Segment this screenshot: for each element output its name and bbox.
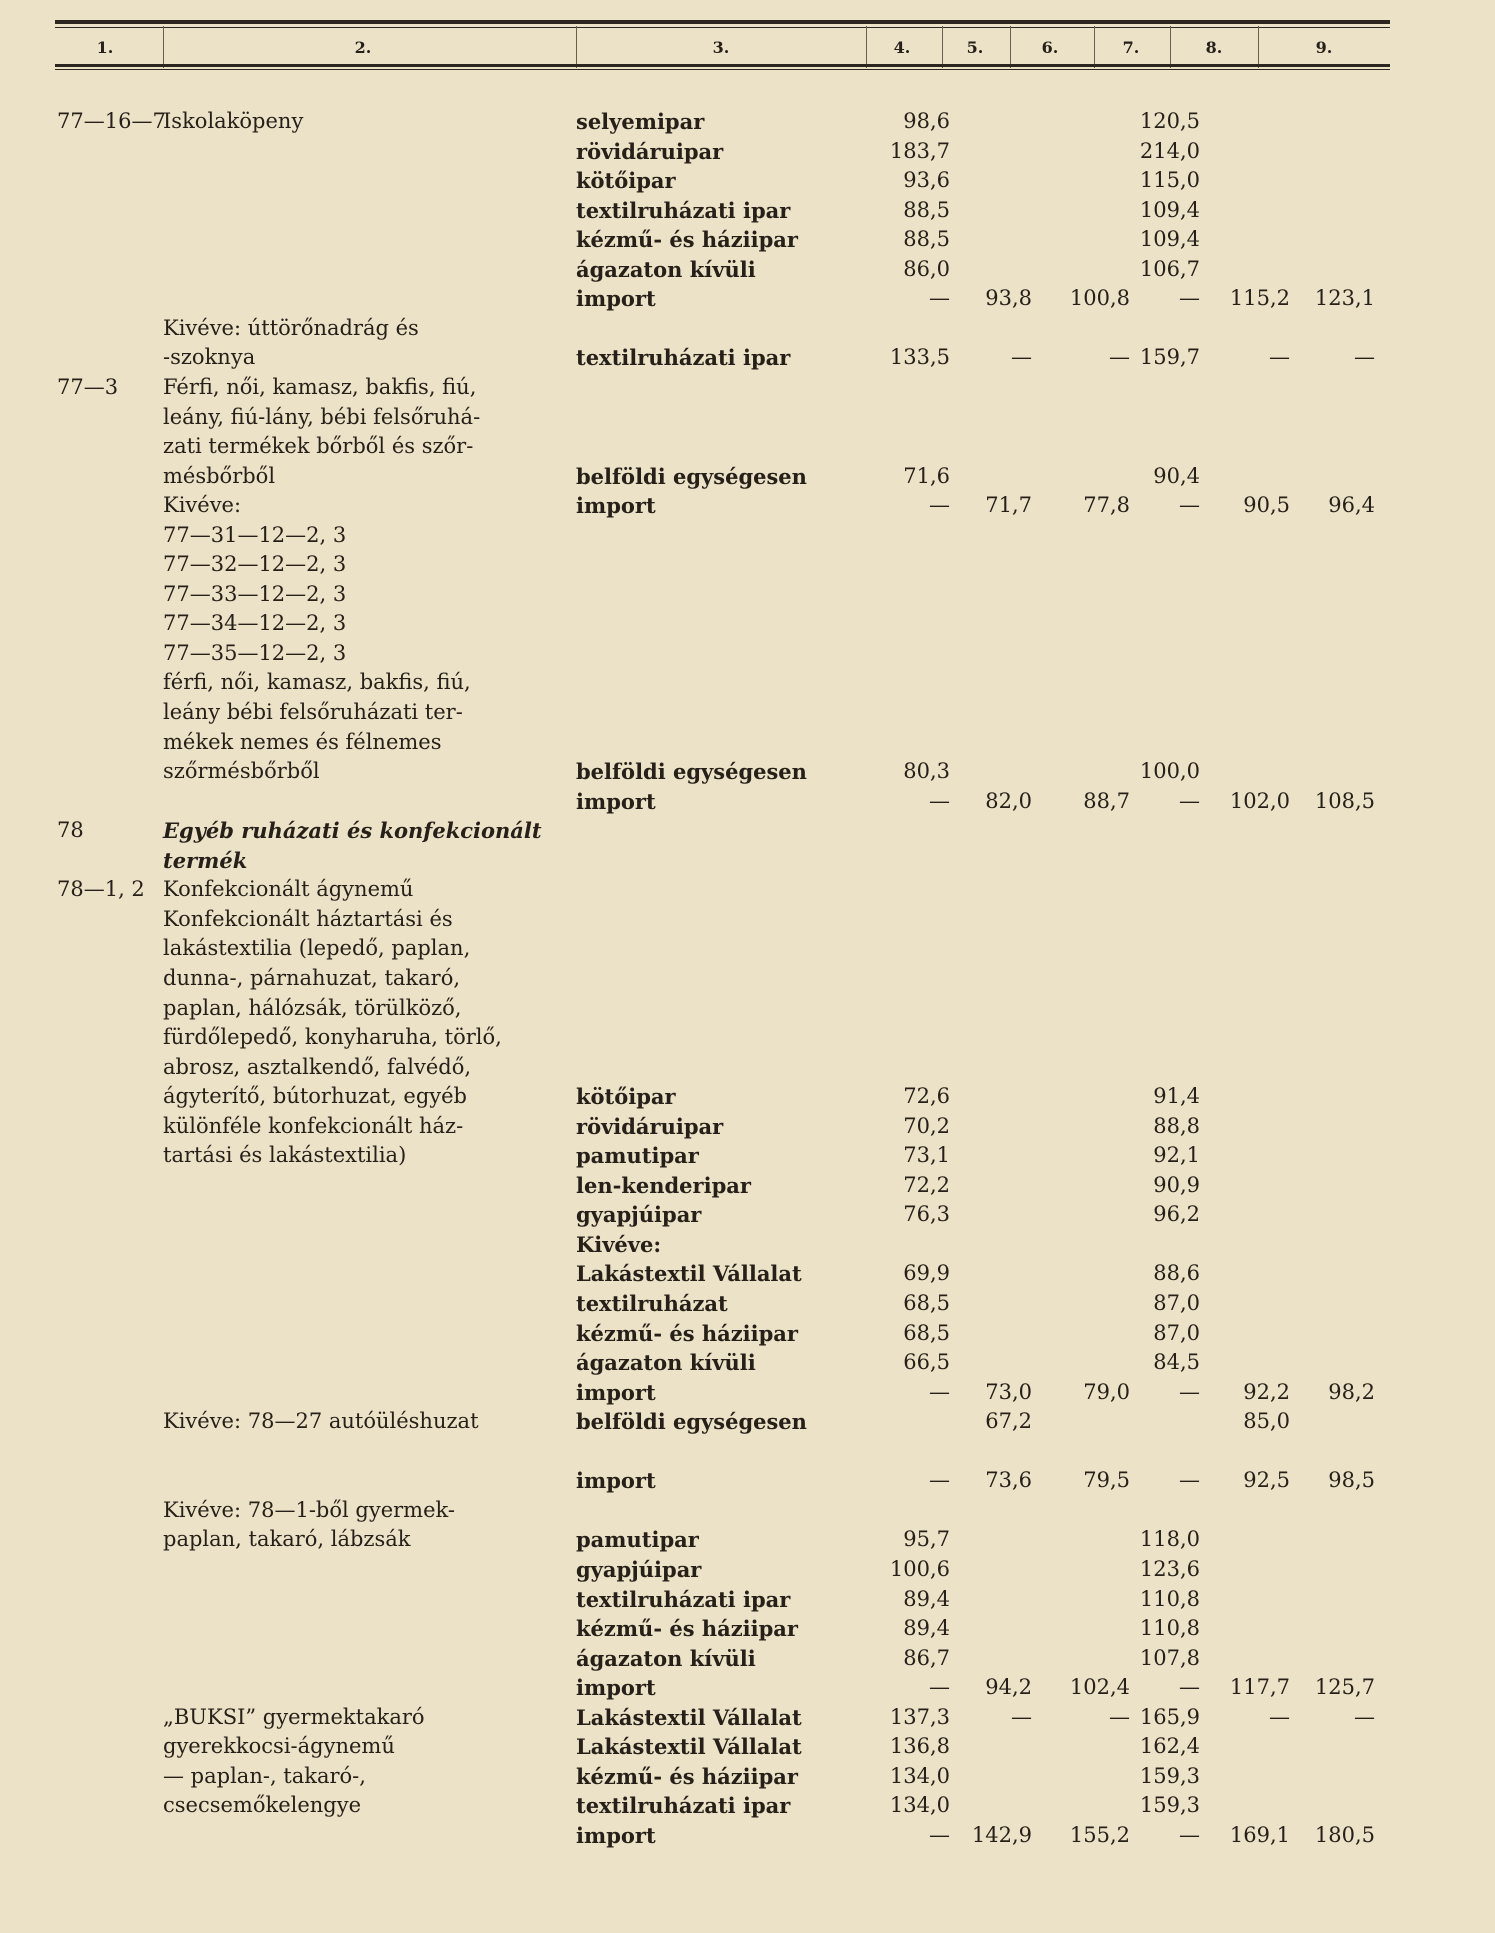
cell-col-4: 89,4 [903,1616,950,1640]
cell-col-4: 134,0 [889,1793,950,1817]
header-col-9: 9. [1315,37,1333,57]
cell-col-3: Lakástextil Vállalat [576,1734,802,1759]
cell-col-2: szőrmésbőrből [163,759,320,783]
cell-col-2: leány bébi felsőruházati ter- [163,700,463,724]
table-row [0,728,1495,757]
cell-col-2: paplan, hálózsák, törülköző, [163,996,462,1020]
table-row [0,1112,1495,1141]
cell-col-4: 86,7 [903,1646,950,1670]
cell-col-7: 109,4 [1139,198,1200,222]
cell-col-7: — [1179,1380,1200,1404]
cell-col-2: 77—35—12—2, 3 [163,641,347,665]
cell-col-4: 76,3 [903,1202,950,1226]
cell-col-8: 169,1 [1229,1823,1290,1847]
cell-col-3: gyapjúipar [576,1202,702,1227]
cell-col-2: Kivéve: 78—1-ből gyermek- [163,1498,455,1522]
cell-col-4: 69,9 [903,1261,950,1285]
cell-col-7: 92,1 [1153,1143,1200,1167]
cell-col-3: import [576,789,656,814]
cell-col-2: -szoknya [163,345,256,369]
cell-col-2: csecsemőkelengye [163,1793,362,1817]
top-thin-rule [55,27,1390,28]
cell-col-7: 159,3 [1139,1793,1200,1817]
table-row [0,757,1495,786]
header-bottom-thin-rule [55,69,1390,70]
table-row [0,491,1495,520]
cell-col-7: 96,2 [1153,1202,1200,1226]
cell-col-2: mékek nemes és félnemes [163,730,442,754]
cell-col-2: „BUKSI” gyermektakaró [163,1705,425,1729]
cell-col-3: rövidáruipar [576,139,724,164]
cell-col-1: 78—1, 2 [57,877,145,901]
cell-col-2: 77—31—12—2, 3 [163,523,347,547]
cell-col-7: — [1179,789,1200,813]
cell-col-8: 92,5 [1243,1468,1290,1492]
cell-col-8: — [1269,1705,1290,1729]
cell-col-7: 87,0 [1153,1291,1200,1315]
cell-col-8: 90,5 [1243,493,1290,517]
cell-col-7: 159,3 [1139,1764,1200,1788]
header-divider [942,26,943,68]
header-col-5: 5. [966,37,984,57]
table-row [0,1023,1495,1052]
cell-col-6: — [1109,345,1130,369]
cell-col-2: 77—34—12—2, 3 [163,611,347,635]
cell-col-2: dunna-, párnahuzat, takaró, [163,966,461,990]
cell-col-3: Lakástextil Vállalat [576,1261,802,1286]
table-row [0,314,1495,343]
cell-col-3: kézmű- és háziipar [576,1764,798,1789]
table-row [0,137,1495,166]
table-row [0,1614,1495,1643]
header-col-1: 1. [96,37,114,57]
cell-col-4: 134,0 [889,1764,950,1788]
cell-col-3: ágazaton kívüli [576,1646,756,1671]
table-row [0,905,1495,934]
cell-col-2: különféle konfekcionált ház- [163,1114,464,1138]
top-double-rule [55,20,1390,24]
cell-col-7: 162,4 [1139,1734,1200,1758]
cell-col-3: import [576,1468,656,1493]
table-row [0,373,1495,402]
cell-col-3: textilruházati ipar [576,345,791,370]
cell-col-2: Konfekcionált háztartási és [163,907,453,931]
table-row [0,1082,1495,1111]
cell-col-3: kézmű- és háziipar [576,1321,798,1346]
table-row [0,1289,1495,1318]
cell-col-2: Kivéve: 78—27 autóüléshuzat [163,1409,479,1433]
cell-col-7: 90,4 [1153,464,1200,488]
table-row [0,1673,1495,1702]
cell-col-2: 77—33—12—2, 3 [163,582,347,606]
cell-col-6: 102,4 [1069,1675,1130,1699]
cell-col-4: 70,2 [903,1114,950,1138]
cell-col-3: kézmű- és háziipar [576,1616,798,1641]
cell-col-9: 108,5 [1314,789,1375,813]
table-row [0,1791,1495,1820]
header-col-2: 2. [354,37,372,57]
table-row [0,225,1495,254]
cell-col-9: — [1354,1705,1375,1729]
cell-col-3: import [576,286,656,311]
cell-col-2: Konfekcionált ágynemű [163,877,414,901]
header-col-3: 3. [712,37,730,57]
table-row [0,1378,1495,1407]
cell-col-2: lakástextilia (lepedő, paplan, [163,936,471,960]
cell-col-9: — [1354,345,1375,369]
cell-col-4: 183,7 [889,139,950,163]
cell-col-6: 155,2 [1069,1823,1130,1847]
cell-col-7: 123,6 [1139,1557,1200,1581]
header-col-6: 6. [1041,37,1059,57]
cell-col-9: 180,5 [1314,1823,1375,1847]
cell-col-7: 88,8 [1153,1114,1200,1138]
cell-col-9: 98,2 [1328,1380,1375,1404]
cell-col-4: 80,3 [903,759,950,783]
cell-col-9: 98,5 [1328,1468,1375,1492]
table-row [0,1141,1495,1170]
table-row [0,1525,1495,1554]
cell-col-2: Iskolaköpeny [163,109,304,133]
cell-col-4: — [929,286,950,310]
cell-col-7: 159,7 [1139,345,1200,369]
cell-col-3: textilruházati ipar [576,198,791,223]
table-row [0,875,1495,904]
table-row [0,1437,1495,1466]
cell-col-3: textilruházati ipar [576,1793,791,1818]
table-row [0,1703,1495,1732]
cell-col-3: selyemipar [576,109,705,134]
cell-col-9: 96,4 [1328,493,1375,517]
cell-col-1: 77—3 [57,375,119,399]
table-row [0,698,1495,727]
cell-col-5: 93,8 [985,286,1032,310]
cell-col-2: paplan, takaró, lábzsák [163,1527,411,1551]
table-row [0,521,1495,550]
cell-col-3: Kivéve: [576,1232,662,1257]
cell-col-3: ágazaton kívüli [576,1350,756,1375]
cell-col-6: 88,7 [1083,789,1130,813]
cell-col-2: Kivéve: [163,493,242,517]
cell-col-4: 88,5 [903,198,950,222]
cell-col-3: gyapjúipar [576,1557,702,1582]
header-col-4: 4. [893,37,911,57]
cell-col-3: import [576,1675,656,1700]
table-row [0,432,1495,461]
cell-col-2: férfi, női, kamasz, bakfis, fiú, [163,670,471,694]
cell-col-3: textilruházat [576,1291,728,1316]
header-divider [1170,26,1171,68]
cell-col-4: 68,5 [903,1321,950,1345]
cell-col-2: termék [163,848,248,873]
cell-col-9: 123,1 [1314,286,1375,310]
cell-col-4: — [929,1468,950,1492]
cell-col-7: 90,9 [1153,1173,1200,1197]
cell-col-7: — [1179,1675,1200,1699]
cell-col-4: 66,5 [903,1350,950,1374]
cell-col-2: abrosz, asztalkendő, falvédő, [163,1055,472,1079]
table-row [0,550,1495,579]
cell-col-3: belföldi egységesen [576,759,807,784]
cell-col-3: import [576,1380,656,1405]
cell-col-2: — paplan-, takaró-, [163,1764,366,1788]
cell-col-5: 73,6 [985,1468,1032,1492]
cell-col-7: 110,8 [1139,1616,1200,1640]
cell-col-2: ágyterítő, bútorhuzat, egyéb [163,1084,467,1108]
table-row [0,1762,1495,1791]
cell-col-8: 92,2 [1243,1380,1290,1404]
cell-col-4: 95,7 [903,1527,950,1551]
cell-col-3: kötőipar [576,1084,676,1109]
cell-col-3: pamutipar [576,1143,699,1168]
cell-col-7: 165,9 [1139,1705,1200,1729]
cell-col-7: 87,0 [1153,1321,1200,1345]
cell-col-2: mésbőrből [163,464,276,488]
cell-col-2: Egyéb ruházati és konfekcionált [163,818,542,843]
cell-col-4: — [929,1675,950,1699]
table-row [0,609,1495,638]
cell-col-7: — [1179,493,1200,517]
table-row [0,787,1495,816]
table-row [0,1230,1495,1259]
cell-col-2: 77—32—12—2, 3 [163,552,347,576]
table-row [0,1319,1495,1348]
cell-col-7: 107,8 [1139,1646,1200,1670]
cell-col-5: 73,0 [985,1380,1032,1404]
table-row [0,964,1495,993]
cell-col-7: — [1179,1468,1200,1492]
header-divider [163,26,164,68]
table-row [0,1171,1495,1200]
cell-col-4: 88,5 [903,227,950,251]
cell-col-2: fürdőlepedő, konyharuha, törlő, [163,1025,502,1049]
cell-col-4: 133,5 [889,345,950,369]
cell-col-5: 94,2 [985,1675,1032,1699]
cell-col-4: 136,8 [889,1734,950,1758]
cell-col-3: kézmű- és háziipar [576,227,798,252]
cell-col-5: — [1011,345,1032,369]
cell-col-6: 77,8 [1083,493,1130,517]
cell-col-4: 72,6 [903,1084,950,1108]
cell-col-5: 82,0 [985,789,1032,813]
cell-col-7: 106,7 [1139,257,1200,281]
cell-col-3: import [576,1823,656,1848]
cell-col-8: 117,7 [1229,1675,1290,1699]
cell-col-5: 67,2 [985,1409,1032,1433]
cell-col-7: 91,4 [1153,1084,1200,1108]
cell-col-5: 142,9 [971,1823,1032,1847]
cell-col-2: zati termékek bőrből és szőr- [163,434,474,458]
table-row [0,1732,1495,1761]
cell-col-3: pamutipar [576,1527,699,1552]
cell-col-3: import [576,493,656,518]
cell-col-4: — [929,493,950,517]
table-row [0,284,1495,313]
cell-col-2: gyerekkocsi-ágynemű [163,1734,395,1758]
cell-col-5: 71,7 [985,493,1032,517]
cell-col-2: Férfi, női, kamasz, bakfis, fiú, [163,375,477,399]
cell-col-6: — [1109,1705,1130,1729]
cell-col-3: ágazaton kívüli [576,257,756,282]
cell-col-7: 115,0 [1139,168,1200,192]
table-row [0,1585,1495,1614]
table-row [0,255,1495,284]
cell-col-3: Lakástextil Vállalat [576,1705,802,1730]
cell-col-3: textilruházati ipar [576,1587,791,1612]
cell-col-7: 110,8 [1139,1587,1200,1611]
table-row [0,1053,1495,1082]
table-row [0,343,1495,372]
cell-col-4: 86,0 [903,257,950,281]
table-row [0,1466,1495,1495]
cell-col-1: 78 [57,818,84,842]
table-row [0,1348,1495,1377]
cell-col-4: 100,6 [889,1557,950,1581]
table-row [0,846,1495,875]
table-row [0,580,1495,609]
cell-col-4: 72,2 [903,1173,950,1197]
cell-col-7: — [1179,286,1200,310]
table-row [0,403,1495,432]
table-row [0,668,1495,697]
cell-col-6: 100,8 [1069,286,1130,310]
cell-col-2: leány, fiú-lány, bébi felsőruhá- [163,405,481,429]
table-row [0,816,1495,845]
table-row [0,1555,1495,1584]
cell-col-4: 137,3 [889,1705,950,1729]
cell-col-3: belföldi egységesen [576,464,807,489]
cell-col-1: 77—16—7 [57,109,166,133]
header-bottom-rule [55,64,1390,67]
table-row [0,934,1495,963]
cell-col-3: kötőipar [576,168,676,193]
cell-col-3: belföldi egységesen [576,1409,807,1434]
cell-col-4: 93,6 [903,168,950,192]
cell-col-9: 125,7 [1314,1675,1375,1699]
table-row [0,196,1495,225]
header-col-7: 7. [1122,37,1140,57]
cell-col-4: 89,4 [903,1587,950,1611]
cell-col-6: 79,0 [1083,1380,1130,1404]
cell-col-6: 79,5 [1083,1468,1130,1492]
cell-col-7: 84,5 [1153,1350,1200,1374]
table-row [0,994,1495,1023]
table-row [0,639,1495,668]
cell-col-7: 214,0 [1139,139,1200,163]
table-row [0,1200,1495,1229]
table-row [0,107,1495,136]
header-divider [1010,26,1011,68]
cell-col-2: Kivéve: úttörőnadrág és [163,316,419,340]
cell-col-4: 71,6 [903,464,950,488]
header-divider [1258,26,1259,68]
cell-col-3: len-kenderipar [576,1173,751,1198]
table-row [0,1259,1495,1288]
cell-col-7: 109,4 [1139,227,1200,251]
header-col-8: 8. [1205,37,1223,57]
cell-col-8: 115,2 [1229,286,1290,310]
header-divider [576,26,577,68]
cell-col-7: 88,6 [1153,1261,1200,1285]
cell-col-4: 73,1 [903,1143,950,1167]
table-row [0,1821,1495,1850]
cell-col-8: — [1269,345,1290,369]
cell-col-7: 118,0 [1139,1527,1200,1551]
cell-col-4: — [929,1380,950,1404]
table-row [0,1407,1495,1436]
cell-col-5: — [1011,1705,1032,1729]
cell-col-7: — [1179,1823,1200,1847]
cell-col-7: 100,0 [1139,759,1200,783]
table-row [0,166,1495,195]
cell-col-7: 120,5 [1139,109,1200,133]
table-row [0,1644,1495,1673]
cell-col-4: 68,5 [903,1291,950,1315]
cell-col-4: — [929,789,950,813]
cell-col-3: rövidáruipar [576,1114,724,1139]
cell-col-4: 98,6 [903,109,950,133]
table-row [0,462,1495,491]
cell-col-8: 85,0 [1243,1409,1290,1433]
table-row [0,1496,1495,1525]
cell-col-8: 102,0 [1229,789,1290,813]
cell-col-4: — [929,1823,950,1847]
header-divider [866,26,867,68]
cell-col-2: tartási és lakástextilia) [163,1143,407,1167]
header-divider [1094,26,1095,68]
